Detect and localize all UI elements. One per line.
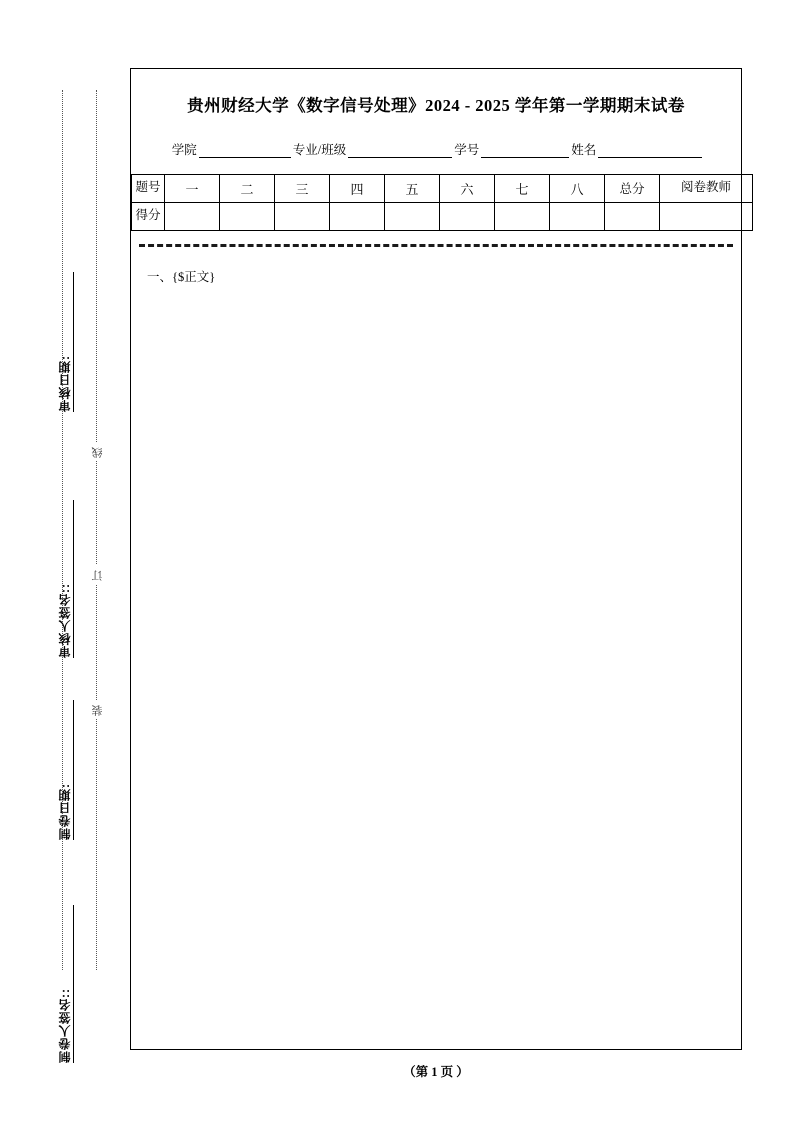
score-cell-7[interactable] <box>495 202 550 230</box>
total-label: 总分 <box>605 174 660 202</box>
grader-label: 阅卷教师 <box>660 174 753 202</box>
question-7: 七 <box>495 174 550 202</box>
margin-papermaker-signature-label: 制卷人签名:: <box>56 905 74 1063</box>
exam-paper-frame <box>130 68 742 1050</box>
name-label: 姓名 <box>571 142 597 157</box>
question-6: 六 <box>440 174 495 202</box>
body-line-1: 一、{$正文} <box>147 269 216 284</box>
score-cell-6[interactable] <box>440 202 495 230</box>
name-input[interactable] <box>598 144 702 158</box>
seal-pack-marker: 装 <box>90 700 106 719</box>
score-cell-4[interactable] <box>330 202 385 230</box>
page-footer: （第 1 页 ） <box>403 1065 469 1079</box>
score-table <box>131 174 753 231</box>
left-margin-annotations <box>0 0 130 1122</box>
exam-body <box>131 253 741 288</box>
score-cell-grader[interactable] <box>660 202 753 230</box>
major-class-label: 专业/班级 <box>292 142 347 157</box>
score-cell-5[interactable] <box>385 202 440 230</box>
question-5: 五 <box>385 174 440 202</box>
score-cell-8[interactable] <box>550 202 605 230</box>
table-row-question-numbers <box>132 174 753 202</box>
score-cell-2[interactable] <box>220 202 275 230</box>
row-header-question: 题号 <box>132 174 165 202</box>
student-info-fields <box>161 140 711 158</box>
question-4: 四 <box>330 174 385 202</box>
score-cell-3[interactable] <box>275 202 330 230</box>
question-3: 三 <box>275 174 330 202</box>
college-label: 学院 <box>171 142 197 157</box>
major-class-input[interactable] <box>348 144 452 158</box>
page-title: 贵州财经大学《数字信号处理》2024 - 2025 学年第一学期期末试卷 <box>187 96 685 115</box>
row-header-score: 得分 <box>132 202 165 230</box>
score-cell-1[interactable] <box>165 202 220 230</box>
dashed-separator <box>139 244 733 253</box>
student-id-label: 学号 <box>454 142 480 157</box>
margin-papermaker-date-label: 制卷日期: <box>56 700 74 840</box>
table-row-scores <box>132 202 753 230</box>
college-input[interactable] <box>199 144 291 158</box>
student-id-input[interactable] <box>481 144 569 158</box>
margin-reviewer-signature-label: 审核人签名:: <box>56 500 74 658</box>
margin-review-date-label: 审核日期: <box>56 272 74 412</box>
seal-bind-marker: 订 <box>90 565 106 584</box>
question-1: 一 <box>165 174 220 202</box>
question-2: 二 <box>220 174 275 202</box>
margin-dotted-line-inner <box>96 90 97 970</box>
question-8: 八 <box>550 174 605 202</box>
seal-line-marker: 线 <box>90 442 106 461</box>
score-cell-total[interactable] <box>605 202 660 230</box>
